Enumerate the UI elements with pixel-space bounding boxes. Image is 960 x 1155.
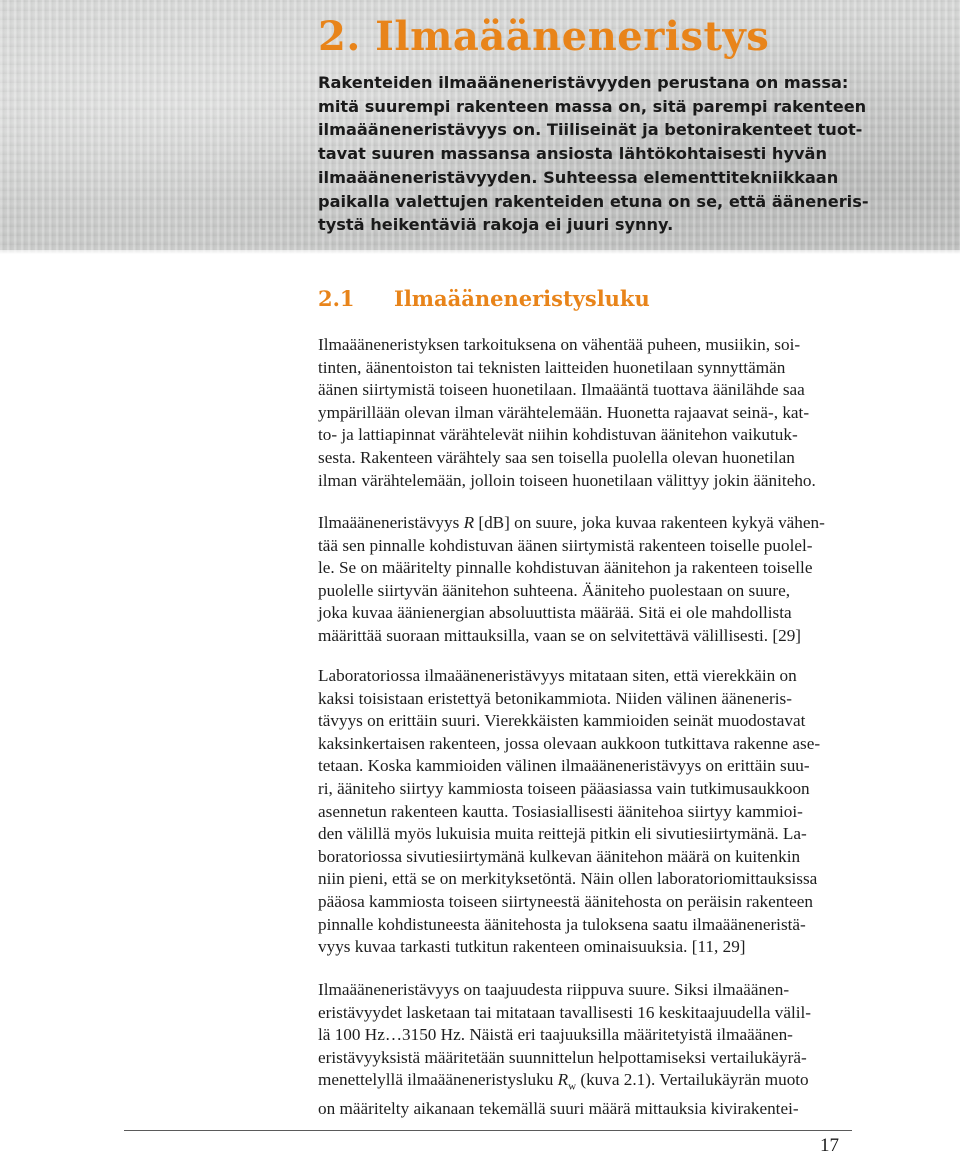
concrete-texture-banner (0, 0, 960, 254)
page-number: 17 (820, 1135, 839, 1155)
text-line: tetaan. Koska kammioiden välinen ilmaääneneristävyys on erittäin suu- (318, 756, 810, 776)
text-line: to- ja lattiapinnat värähtelevät niihin kohdistuvan äänitehon vaikutuk- (318, 425, 798, 445)
text-line: ri, ääniteho siirtyy kammiosta toiseen pääasiassa vain tutkimusaukkoon (318, 778, 810, 798)
text-segment: Ilmaääneneristävyys (318, 513, 464, 532)
intro-line: paikalla valettujen rakenteiden etuna on se, että ääneneris- (318, 191, 869, 211)
text-line: äänen siirtymistä toiseen huonetilaan. Ilmaääntä tuottava äänilähde saa (318, 380, 805, 400)
paragraph-1 (318, 334, 846, 492)
intro-line: tavat suuren massansa ansiosta lähtökohtaisesti hyvän (318, 144, 827, 164)
intro-line: ilmaääneneristävyys on. Tiiliseinät ja betonirakenteet tuot- (318, 120, 863, 140)
text-line: tinten, äänentoiston tai teknisten laitteiden huonetilaan synnyttämän (318, 357, 786, 377)
text-line: lä 100 Hz…3150 Hz. Näistä eri taajuuksilla määritetyistä ilmaäänen- (318, 1025, 793, 1045)
text-line: eristävyydet lasketaan tai mitataan tavallisesti 16 keskitaajuudella välil- (318, 1002, 812, 1022)
text-line: den välillä myös lukuisia muita reittejä pitkin eli sivutiesiirtymänä. La- (318, 824, 807, 844)
text-line: joka kuvaa äänienergian absoluuttista määrää. Sitä ei ole mahdollista (318, 603, 792, 623)
text-line: pinnalle kohdistuneesta äänitehosta ja tuloksena saatu ilmaääneneristä- (318, 914, 806, 934)
text-line: puolelle siirtyvän äänitehon suhteena. Ääniteho puolestaan on suure, (318, 580, 791, 600)
intro-line: Rakenteiden ilmaääneneristävyyden perustana on massa: (318, 73, 849, 92)
section-number: 2.1 (318, 286, 355, 311)
intro-line: ilmaääneneristävyyden. Suhteessa elementtitekniikkaan (318, 167, 839, 187)
text-line: Ilmaääneneristyksen tarkoituksena on vähentää puheen, musiikin, soi- (318, 335, 801, 354)
text-segment: (kuva 2.1). Vertailukäyrän muoto (576, 1070, 809, 1090)
text-line (318, 512, 846, 535)
symbol-subscript-w: w (568, 1080, 577, 1093)
section-heading (318, 284, 650, 314)
text-line: niin pieni, että se on merkityksetöntä. Näin ollen laboratoriomittauksissa (318, 869, 818, 889)
text-line: asennetun rakenteen kautta. Tosiasiallisesti äänitehoa siirtyy kammioi- (318, 801, 803, 821)
paragraph-2 (318, 512, 846, 648)
section-title: Ilmaääneneristysluku (394, 286, 650, 311)
chapter-intro (318, 71, 869, 237)
text-line (318, 1069, 846, 1098)
banner-bottom-edge (0, 250, 960, 254)
text-line: kaksi toisistaan eristettyä betonikammiota. Niiden välinen ääneneris- (318, 688, 792, 708)
text-line: määrittää suoraan mittauksilla, vaan se on selvitettävä välillisesti. [29] (318, 625, 802, 645)
intro-line: mitä suurempi rakenteen massa on, sitä parempi rakenteen (318, 96, 867, 116)
text-line: le. Se on määritelty pinnalle kohdistuvan äänitehon ja rakenteen toiselle (318, 558, 813, 578)
paragraph-3 (318, 665, 846, 959)
text-line: vyys kuvaa tarkasti tutkitun rakenteen ominaisuuksia. [11, 29] (318, 937, 746, 957)
chapter-title: 2. Ilmaääneneristys (318, 13, 770, 60)
symbol-r: R (463, 513, 475, 532)
text-line: ilman värähtelemään, jolloin toiseen huonetilaan välittyy jokin ääniteho. (318, 470, 816, 490)
text-line: eristävyyksistä määritetään suunnittelun helpottamiseksi vertailukäyrä- (318, 1047, 807, 1067)
text-line: ympärillään olevan ilman värähtelemään. Huonetta rajaavat seinä-, kat- (318, 402, 810, 422)
text-line: kaksinkertaisen rakenteen, jossa olevaan aukkoon tutkittava rakenne ase- (318, 733, 821, 753)
text-line: sesta. Rakenteen värähtely saa sen toisella puolella olevan huonetilan (318, 447, 795, 467)
text-line: tää sen pinnalle kohdistuvan äänen siirtymistä rakenteen toiselle puolel- (318, 535, 813, 555)
text-line: boratoriossa sivutiesiirtymänä kulkevan äänitehon määrä on kuitenkin (318, 846, 801, 866)
text-line: Laboratoriossa ilmaääneneristävyys mitataan siten, että vierekkäin on (318, 666, 797, 685)
text-line: tävyys on erittäin suuri. Vierekkäisten kammioiden seinät muodostavat (318, 711, 806, 731)
text-segment: [dB] on suure, joka kuvaa rakenteen kykyä vähen- (474, 513, 825, 532)
footer-divider (124, 1130, 852, 1131)
text-line: Ilmaääneneristävyys on taajuudesta riippuva suure. Siksi ilmaäänen- (318, 980, 790, 999)
intro-line: tystä heikentäviä rakoja ei juuri synny. (318, 215, 674, 235)
text-segment: menettelyllä ilmaääneneristysluku (318, 1070, 558, 1090)
paragraph-4 (318, 979, 846, 1121)
text-line: on määritelty aikanaan tekemällä suuri määrä mittauksia kivirakentei- (318, 1099, 799, 1119)
symbol-r: R (557, 1070, 569, 1090)
text-line: pääosa kammiosta toiseen siirtyneestä äänitehosta on peräisin rakenteen (318, 891, 813, 911)
